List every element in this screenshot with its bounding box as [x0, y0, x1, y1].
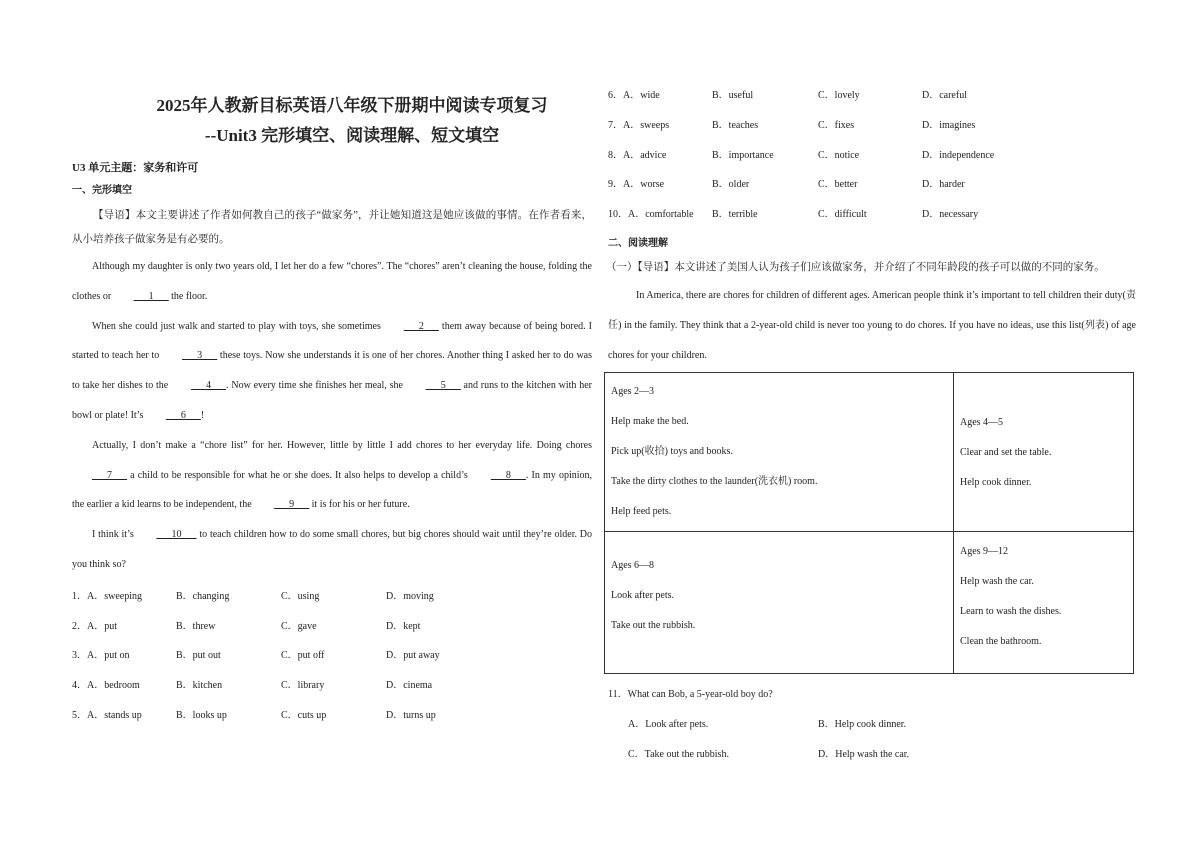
- passage-text: a child to be responsible for what he or she does. It also helps to develop a child’s: [127, 469, 471, 481]
- page-title: 2025年人教新目标英语八年级下册期中阅读专项复习: [156, 96, 548, 115]
- choice-option[interactable]: D．imagines: [922, 120, 976, 132]
- unit-theme: U3 单元主题：家务和许可: [72, 162, 199, 174]
- section-heading-cloze: 一、完形填空: [72, 185, 132, 196]
- passage-text: Actually, I don’t make a “chore list” for her. However, little by little I add chores to her everyday life. Doing chores: [92, 439, 592, 451]
- question-11-options-row2: [608, 740, 1136, 770]
- answer-blank[interactable]: ___1___: [133, 290, 169, 302]
- choice-option[interactable]: D．cinema: [386, 680, 433, 692]
- choice-option[interactable]: C．notice: [818, 149, 860, 161]
- choice-option[interactable]: C．lovely: [818, 90, 860, 102]
- choice-option[interactable]: B．older: [712, 179, 750, 191]
- table-cell-ages-4-5: [954, 373, 1134, 532]
- choice-option[interactable]: 6．A．wide: [608, 90, 660, 102]
- question-11: 11．What can Bob, a 5-year-old boy do?: [608, 689, 773, 701]
- answer-blank[interactable]: ___8___: [490, 469, 526, 481]
- table-cell-ages-6-8: [605, 532, 954, 674]
- choice-option[interactable]: 7．A．sweeps: [608, 120, 670, 132]
- option-row: [72, 639, 592, 669]
- reading-paragraph: In America, there are chores for children of different ages. American people think it’s important to tell children their duty(责任) in the family. They think that a 2-year-old child is never too young to do chores. If you have no ideas, use this list(列表) of age chores for your children.: [608, 290, 1136, 361]
- choice-option[interactable]: C．put off: [281, 650, 325, 662]
- right-column: [608, 92, 1136, 770]
- cloze-options-left: [72, 580, 592, 728]
- choice-option[interactable]: D．careful: [922, 90, 967, 102]
- question-11-options-row1: [608, 710, 1136, 740]
- choice-option[interactable]: D．kept: [386, 620, 421, 632]
- answer-blank[interactable]: ___3___: [182, 350, 218, 362]
- choice-option[interactable]: B．looks up: [176, 709, 227, 721]
- answer-blank[interactable]: ___7___: [92, 469, 127, 481]
- option-row: [72, 580, 592, 610]
- option-c[interactable]: C．Take out the rubbish.: [628, 749, 729, 761]
- choice-option[interactable]: C．using: [281, 591, 320, 603]
- passage-text: and runs to the kitchen with her bowl or plate! It’s: [72, 380, 592, 421]
- passage-text: them away because of being bored. I started to teach her to: [72, 320, 593, 362]
- cell-line: Help feed pets.: [611, 506, 672, 518]
- passage-text: !: [200, 409, 205, 421]
- option-row: [608, 168, 1136, 198]
- choice-option[interactable]: B．terrible: [712, 209, 758, 221]
- choice-option[interactable]: C．gave: [281, 620, 317, 632]
- answer-blank[interactable]: ___9___: [274, 499, 310, 511]
- table-cell-ages-9-12: [954, 532, 1134, 674]
- option-row: [72, 609, 592, 639]
- choice-option[interactable]: 3．A．put on: [72, 650, 130, 662]
- option-d[interactable]: D．Help wash the car.: [818, 749, 910, 761]
- option-row: [608, 138, 1136, 168]
- cloze-options-right: [608, 79, 1136, 227]
- passage-paragraph: [72, 520, 592, 580]
- cell-line: Help cook dinner.: [960, 477, 1032, 489]
- choice-option[interactable]: D．independence: [922, 149, 995, 161]
- choice-option[interactable]: B．useful: [712, 90, 754, 102]
- chores-table: [604, 372, 1134, 674]
- option-row: [72, 669, 592, 699]
- page-subtitle: --Unit3 完形填空、阅读理解、短文填空: [204, 126, 500, 145]
- choice-option[interactable]: B．threw: [176, 620, 216, 632]
- cell-line: Ages 9—12: [960, 546, 1009, 558]
- choice-option[interactable]: B．importance: [712, 149, 774, 161]
- cloze-passage: [72, 252, 592, 580]
- choice-option[interactable]: C．library: [281, 680, 325, 692]
- reading-guide: （一）【导语】本文讲述了美国人认为孩子们应该做家务，并介绍了不同年龄段的孩子可以做的不同的家务。: [606, 262, 1105, 274]
- choice-option[interactable]: 1．A．sweeping: [72, 591, 142, 603]
- choice-option[interactable]: D．turns up: [386, 709, 436, 721]
- cell-line: Help make the bed.: [611, 416, 689, 428]
- answer-blank[interactable]: ___10___: [156, 529, 197, 541]
- passage-text: . In my opinion, the earlier a kid learns to be independent, the: [72, 469, 592, 511]
- answer-blank[interactable]: ___2___: [403, 320, 439, 332]
- choice-option[interactable]: D．harder: [922, 179, 965, 191]
- choice-option[interactable]: B．put out: [176, 650, 221, 662]
- cell-line: Take out the rubbish.: [611, 620, 696, 632]
- cell-line: Ages 2—3: [611, 386, 655, 398]
- table-cell-ages-2-3: [605, 373, 954, 532]
- choice-option[interactable]: C．better: [818, 179, 858, 191]
- cell-line: Help wash the car.: [960, 576, 1034, 588]
- cell-line: Ages 4—5: [960, 417, 1004, 429]
- choice-option[interactable]: B．kitchen: [176, 680, 223, 692]
- cell-line: Pick up(收拾) toys and books.: [611, 446, 733, 458]
- passage-text: . Now every time she finishes her meal, she: [226, 380, 406, 392]
- answer-blank[interactable]: ___6___: [165, 409, 201, 421]
- choice-option[interactable]: D．necessary: [922, 209, 979, 221]
- choice-option[interactable]: 8．A．advice: [608, 149, 667, 161]
- option-row: [72, 699, 592, 729]
- answer-blank[interactable]: ___5___: [425, 380, 461, 392]
- option-row: [608, 79, 1136, 109]
- choice-option[interactable]: 5．A．stands up: [72, 709, 142, 721]
- choice-option[interactable]: B．changing: [176, 591, 230, 603]
- passage-text: the floor.: [168, 290, 208, 302]
- passage-paragraph: [72, 312, 592, 431]
- option-row: [608, 109, 1136, 139]
- passage-paragraph: [72, 252, 592, 312]
- choice-option[interactable]: C．fixes: [818, 120, 855, 132]
- cloze-guide: 【导语】本文主要讲述了作者如何教自己的孩子“做家务”，并让她知道这是她应该做的事情。在作者看来，从小培养孩子做家务是有必要的。: [72, 210, 592, 245]
- passage-text: I think it’s: [92, 529, 137, 541]
- cell-line: Ages 6—8: [611, 560, 655, 572]
- passage-text: Although my daughter is only two years old, I let her do a few “chores”. The “chores” aren’t cleaning the house, folding the clothes or: [72, 261, 592, 302]
- choice-option[interactable]: D．put away: [386, 650, 440, 662]
- cell-line: Look after pets.: [611, 590, 675, 602]
- choice-option[interactable]: C．cuts up: [281, 709, 327, 721]
- passage-text: When she could just walk and started to play with toys, she sometimes: [92, 320, 384, 332]
- passage-text: to teach children how to do some small chores, but big chores should wait until they’re older. Do you think so?: [72, 529, 592, 570]
- option-b[interactable]: B．Help cook dinner.: [818, 719, 907, 731]
- choice-option[interactable]: 9．A．worse: [608, 179, 665, 191]
- choice-option[interactable]: D．moving: [386, 591, 434, 603]
- option-a[interactable]: A．Look after pets.: [628, 719, 709, 731]
- choice-option[interactable]: 4．A．bedroom: [72, 680, 140, 692]
- choice-option[interactable]: C．difficult: [818, 209, 867, 221]
- passage-paragraph: [72, 431, 592, 520]
- choice-option[interactable]: B．teaches: [712, 120, 759, 132]
- passage-text: it is for his or her future.: [309, 499, 410, 511]
- section-heading-reading: 二、阅读理解: [608, 238, 668, 250]
- passage-text: these toys. Now she understands it is one of her chores. Another thing I asked her to do was to take her dishes to the: [72, 350, 593, 392]
- cell-line: Clean the bathroom.: [960, 636, 1042, 648]
- choice-option[interactable]: 2．A．put: [72, 620, 117, 632]
- cell-line: Learn to wash the dishes.: [960, 606, 1062, 618]
- option-row: [608, 198, 1136, 228]
- cell-line: Take the dirty clothes to the launder(洗衣机) room.: [611, 476, 818, 488]
- cell-line: Clear and set the table.: [960, 447, 1052, 459]
- left-column: [72, 92, 592, 728]
- answer-blank[interactable]: ___4___: [191, 380, 227, 392]
- choice-option[interactable]: 10．A．comfortable: [608, 209, 694, 221]
